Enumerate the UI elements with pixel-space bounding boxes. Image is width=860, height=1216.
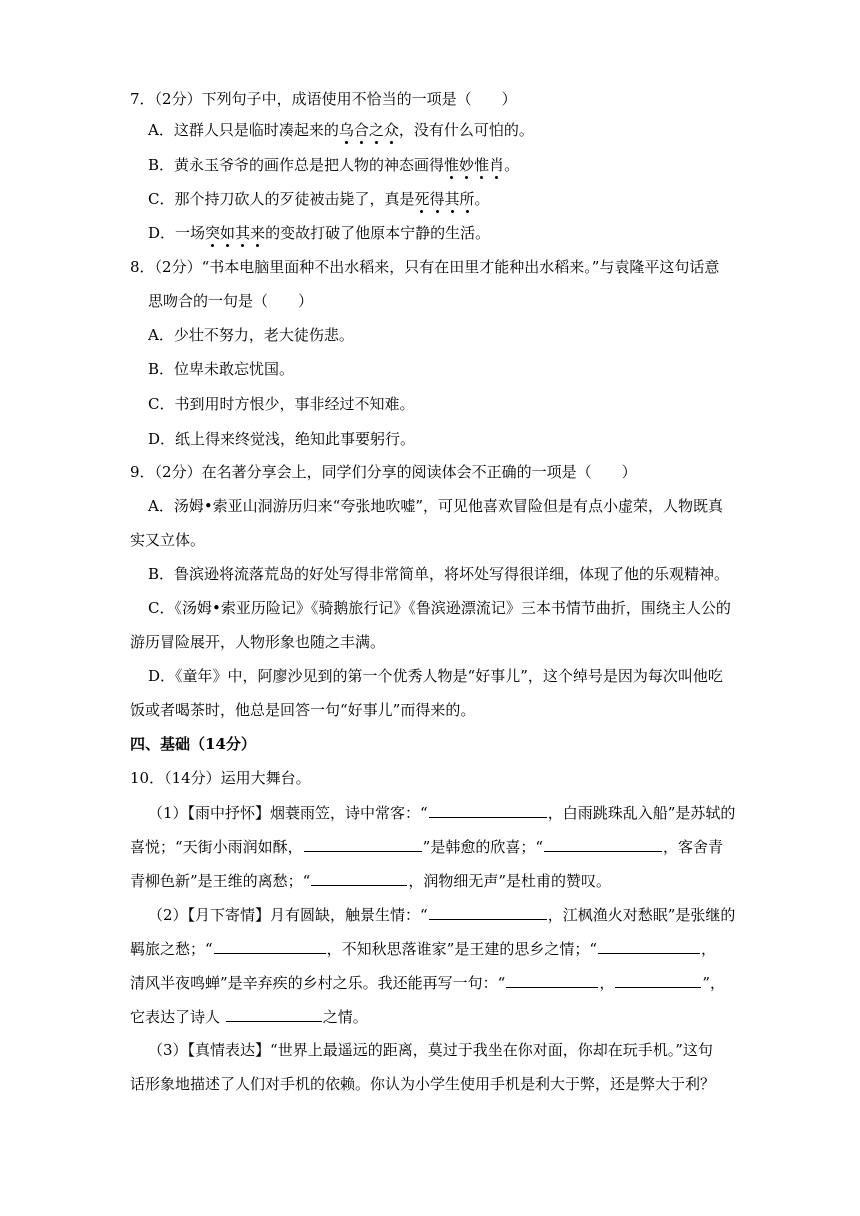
q10-p2-line3 xyxy=(130,971,750,993)
q10-p2-line1 xyxy=(148,903,748,925)
q9-stem: 9．（2分）在名著分享会上，同学们分享的阅读体会不正确的一项是（ ） xyxy=(130,463,637,481)
q10-p2-l3a: 清风半夜鸣蝉”是辛弃疾的乡村之乐。我还能再写一句：“ xyxy=(130,974,506,992)
q10-p2-line2 xyxy=(130,937,750,959)
q10-p2-l1b: ，江枫渔火对愁眠”是张继的 xyxy=(547,906,736,924)
q9-option-a-line2: 实又立体。 xyxy=(130,531,206,549)
q7-c-idiom: 死得其所 xyxy=(414,190,475,208)
q10-p2-l3c: ”， xyxy=(702,974,726,992)
q10-p1-line3 xyxy=(130,869,750,891)
q10-p2-l4b: 之情。 xyxy=(322,1008,368,1026)
q8-option-a: A．少壮不努力，老大徒伤悲。 xyxy=(148,326,354,344)
q10-p2-l2c: ， xyxy=(701,940,717,958)
q9-option-a-line1: A．汤姆•索亚山洞游历归来“夸张地吹嘘”，可见他喜欢冒险但是有点小虚荣，人物既真 xyxy=(148,497,724,515)
answer-blank[interactable] xyxy=(226,1005,322,1022)
answer-blank[interactable] xyxy=(615,971,701,988)
q7-b-idiom: 惟妙惟肖 xyxy=(444,156,505,174)
q7-option-d xyxy=(148,222,748,244)
q8-stem-line1: 8．（2分）“书本电脑里面种不出水稻来，只有在田里才能种出水稻来。”与袁隆平这句话意 xyxy=(130,258,720,276)
q7-a-post: ，没有什么可怕的。 xyxy=(398,121,534,139)
q7-a-pre: A．这群人只是临时凑起来的 xyxy=(148,121,339,139)
q10-p1-l3b: ，润物细无声”是杜甫的赞叹。 xyxy=(408,872,612,890)
answer-blank[interactable] xyxy=(214,937,326,954)
q7-d-post: 的变故打破了他原本宁静的生活。 xyxy=(265,224,491,242)
answer-blank[interactable] xyxy=(429,903,547,920)
q7-c-pre: C．那个持刀砍人的歹徒被击毙了，真是 xyxy=(148,190,415,208)
q7-d-pre: D．一场 xyxy=(148,224,206,242)
q9-option-d-line2: 饭或者喝茶时，他总是回答一句“好事儿”而得来的。 xyxy=(130,701,476,719)
q8-stem-line2: 思吻合的一句是（ ） xyxy=(148,292,314,310)
q10-p3-line1: （3）【真情表达】“世界上最遥远的距离，莫过于我坐在你对面，你却在玩手机。”这句 xyxy=(148,1041,713,1059)
q7-stem-text: 7．（2分）下列句子中，成语使用不恰当的一项是（ ） xyxy=(130,90,517,108)
q7-b-pre: B．黄永玉爷爷的画作总是把人物的神态画得 xyxy=(148,156,445,174)
q10-p1-l3a: 青柳色新”是王维的离愁；“ xyxy=(130,872,311,890)
q10-p2-line4 xyxy=(130,1005,750,1027)
q10-p3-line2: 话形象地描述了人们对手机的依赖。你认为小学生使用手机是利大于弊，还是弊大于利？ xyxy=(130,1075,716,1093)
q10-p2-l2b: ，不知秋思落谁家”是王建的思乡之情；“ xyxy=(326,940,598,958)
q10-p1-l2c: ，客舍青 xyxy=(663,838,724,856)
q10-p1-l1a: （1）【雨中抒怀】烟蓑雨笠，诗中常客：“ xyxy=(148,804,428,822)
q10-stem: 10．（14分）运用大舞台。 xyxy=(130,769,311,787)
q10-p1-l1b: ，白雨跳珠乱入船”是苏轼的 xyxy=(547,804,736,822)
section-heading: 四、基础（14分） xyxy=(130,735,256,753)
q8-option-b: B．位卑未敢忘忧国。 xyxy=(148,360,295,378)
q8-option-d: D．纸上得来终觉浅，绝知此事要躬行。 xyxy=(148,430,416,448)
q7-d-idiom: 突如其来 xyxy=(205,224,266,242)
q10-p1-l2b: ”是韩愈的欣喜；“ xyxy=(422,838,544,856)
q7-option-c xyxy=(148,188,748,210)
q8-option-c: C．书到用时方恨少，事非经过不知难。 xyxy=(148,395,415,413)
q7-stem xyxy=(130,88,750,110)
q9-option-c-line1: C．《汤姆•索亚历险记》《骑鹅旅行记》《鲁滨逊漂流记》三本书情节曲折，围绕主人公的 xyxy=(148,599,731,617)
answer-blank[interactable] xyxy=(544,835,662,852)
q7-option-b xyxy=(148,154,748,176)
answer-blank[interactable] xyxy=(598,937,700,954)
q10-p2-l2a: 羁旅之愁；“ xyxy=(130,940,213,958)
q10-p2-l4a: 它表达了诗人 xyxy=(130,1008,225,1026)
answer-blank[interactable] xyxy=(311,869,407,886)
q9-option-d-line1: D．《童年》中，阿廖沙见到的第一个优秀人物是“好事儿”，这个绰号是因为每次叫他吃 xyxy=(148,667,723,685)
q10-p1-l2a: 喜悦；“天街小雨润如酥， xyxy=(130,838,303,856)
q9-option-c-line2: 游历冒险展开，人物形象也随之丰满。 xyxy=(130,633,386,651)
q7-a-idiom: 乌合之众 xyxy=(338,121,399,139)
q10-p1-line2 xyxy=(130,835,750,857)
q10-p1-line1 xyxy=(148,801,748,823)
answer-blank[interactable] xyxy=(429,801,547,818)
answer-blank[interactable] xyxy=(304,835,422,852)
q10-p2-l1a: （2）【月下寄情】月有圆缺，触景生情：“ xyxy=(148,906,428,924)
q7-option-a xyxy=(148,119,748,141)
q10-p2-l3b: ， xyxy=(599,974,615,992)
q9-option-b: B．鲁滨逊将流落荒岛的好处写得非常简单，将坏处写得很详细，体现了他的乐观精神。 xyxy=(148,565,730,583)
q7-c-post: 。 xyxy=(474,190,490,208)
q7-b-post: 。 xyxy=(504,156,520,174)
answer-blank[interactable] xyxy=(506,971,598,988)
